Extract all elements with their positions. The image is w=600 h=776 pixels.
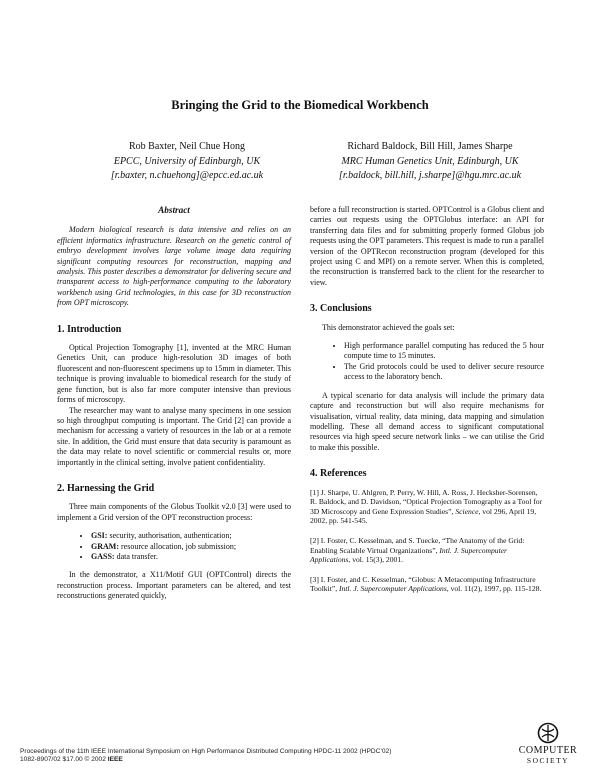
reference-item <box>310 536 544 565</box>
author-email: [r.baxter, n.chuehong]@epcc.ed.ac.uk <box>110 170 264 181</box>
author-names: Rob Baxter, Neil Chue Hong <box>129 141 245 152</box>
paragraph: Three main components of the Globus Toolkit v2.0 [3] were used to implement a Grid version of the OPT reconstruction process: <box>57 502 291 522</box>
conclusions-list <box>310 341 544 383</box>
section-heading-harnessing: 2. Harnessing the Grid <box>57 482 155 494</box>
footer-copyright <box>20 756 391 764</box>
list-term: GRAM: <box>91 541 119 551</box>
section-heading-references: 4. References <box>310 468 367 480</box>
list-item <box>91 552 291 562</box>
author-affiliation: MRC Human Genetics Unit, Edinburgh, UK <box>341 155 519 167</box>
paragraph: A typical scenario for data analysis will include the primary data capture and reconstruction but will also require mechanisms for visualisation, virtual reality, data mining, data mapping and simulation modelling. These all demand access to significant computational resources via high speed secure network links – we can utilise the Grid to make this possible. <box>310 390 544 452</box>
reference-venue: Intl. J. Supercomputer Applications <box>339 584 447 594</box>
paragraph: Optical Projection Tomography [1], invented at the MRC Human Genetics Unit, can produce high-resolution 3D images of both fluorescent and non-fluorescent specimens up to 15mm in diameter. This technique is proving invaluable to biomedical research for the study of gene function, but is also far more computer intensive than previous forms of microscopy. <box>57 343 291 405</box>
list-item: • High performance parallel computing has reduced the 5 hour compute time to 15 minutes. <box>344 341 544 362</box>
author-email: [r.baldock, bill.hill, j.sharpe]@hgu.mrc.ac.uk <box>338 170 522 181</box>
reference-text: [3] I. Foster, and C. Kesselman, “Globus: A Metacomputing Infrastructure Toolkit”, <box>310 574 536 594</box>
list-desc: resource allocation, job submission; <box>119 541 237 551</box>
computer-society-emblem-icon <box>537 722 559 744</box>
list-item <box>91 542 291 552</box>
reference-venue: Intl. J. Supercomputer Applications <box>310 545 507 565</box>
footer-proceedings: Proceedings of the 11th IEEE International Symposium on High Performance Distributed Computing HPDC-11 2002 (HPDC’02) <box>20 748 392 755</box>
author-block-right <box>300 140 560 184</box>
author-affiliation: EPCC, University of Edinburgh, UK <box>113 155 261 167</box>
section-heading-conclusions: 3. Conclusions <box>310 303 372 315</box>
author-names: Richard Baldock, Bill Hill, James Sharpe <box>347 141 513 152</box>
reference-item <box>310 575 544 594</box>
reference-venue: Science <box>455 506 479 516</box>
left-column <box>57 205 291 602</box>
paper-title: Bringing the Grid to the Biomedical Workbench <box>171 98 429 112</box>
paragraph: before a full reconstruction is started. OPTControl is a Globus client and carries out requests using the OPTGlobus interface: an API for transferring data files and for submitting properly formed Globus job requests using the OPT parameters. This request is made to run a parallel version of the OPTRecon reconstruction program (developed for this project using C and MPI) on a remote server. When this is completed, the reconstruction is transferred back to the client for the researcher to view. <box>310 205 544 287</box>
footer-copyright-text: 1082-8907/02 $17.00 © 2002 <box>20 756 108 764</box>
reference-text: [2] I. Foster, C. Kesselman, and S. Tuecke, “The Anatomy of the Grid: Enabling Scalable Virtual Organizations”, <box>310 535 525 555</box>
computer-society-logo <box>512 722 584 765</box>
paragraph: This demonstrator achieved the goals set: <box>322 322 455 332</box>
section-heading-introduction: 1. Introduction <box>57 323 122 335</box>
list-term: GSI: <box>91 531 108 541</box>
reference-text: , vol. 11(2), 1997, pp. 115-128. <box>446 584 542 594</box>
author-block-left <box>62 140 312 184</box>
footer-ieee-label: IEEE <box>107 756 123 764</box>
paragraph: The researcher may want to analyse many specimens in one session so high throughput computing is important. The Grid [2] can provide a mechanism for accessing a variety of resources in the lab or at a remote site. In addition, the Grid must ensure that data security is paramount as the data may relate to novel scientific or commercial results or, more importantly in the clinical setting, involve patient confidentiality. <box>57 405 291 467</box>
reference-text: [1] J. Sharpe, U. Ahlgren, P. Perry, W. Hill, A. Ross, J. Hecksher-Sorensen, R. Baldock, and D. Davidson, “Optical Projection Tomography as a Tool for 3D Microscopy and Gene Expression Studies”, <box>310 487 543 516</box>
abstract-text: Modern biological research is data intensive and relies on an efficient informatics infrastructure. Research on the genetic control of embryo development involves large volume image data requiring significant computing resources for reconstruction, mapping and analysis. This poster describes a demonstrator for delivering secure and transparent access to high-performance computing to the laboratory workbench using Grid technologies, in this case for 3D reconstruction from OPT microscopy. <box>57 225 291 308</box>
list-item <box>91 531 291 541</box>
list-term: GASS: <box>91 551 115 561</box>
globus-component-list <box>57 531 291 562</box>
abstract-heading: Abstract <box>158 205 190 215</box>
reference-text: , vol 296, April 19, 2002, pp. 541-545. <box>310 506 537 526</box>
reference-text: , vol. 15(3), 2001. <box>348 555 404 565</box>
reference-item <box>310 488 544 526</box>
logo-line2: SOCIETY <box>526 756 570 765</box>
page-footer <box>20 748 391 765</box>
list-desc: data transfer. <box>114 551 158 561</box>
paragraph: In the demonstrator, a X11/Motif GUI (OPTControl) directs the reconstruction process. Important parameters can be altered, and test reconstructions generated quickly, <box>57 570 291 601</box>
logo-line1: COMPUTER <box>518 745 578 756</box>
list-desc: security, authorisation, authentication; <box>107 531 232 541</box>
right-column <box>310 205 544 604</box>
list-item: • The Grid protocols could be used to deliver secure resource access to the laboratory bench. <box>344 362 544 383</box>
